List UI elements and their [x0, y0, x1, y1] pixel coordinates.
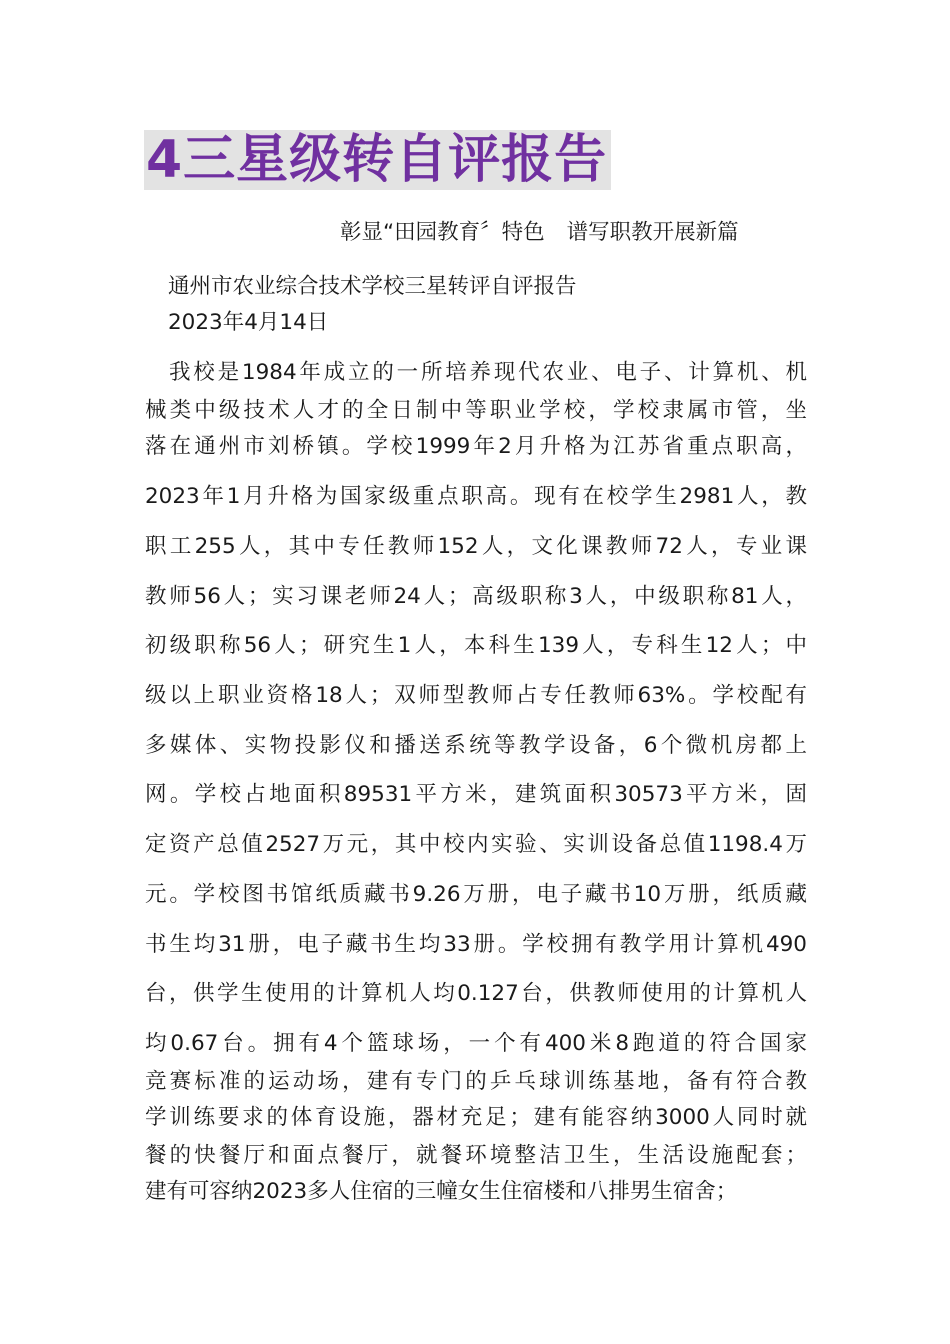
paragraph-line: 2023年1月升格为国家级重点职高。现有在校学生2981人，教: [145, 484, 807, 509]
paragraph-line: 元。学校图书馆纸质藏书9.26万册，电子藏书10万册，纸质藏: [145, 882, 807, 907]
paragraph-line: 我校是1984年成立的一所培养现代农业、电子、计算机、机: [169, 360, 807, 385]
page-title: 4三星级转自评报告: [144, 130, 611, 190]
paragraph-line: 台，供学生使用的计算机人均0.127台，供教师使用的计算机人: [145, 981, 807, 1006]
paragraph-line: 械类中级技术人才的全日制中等职业学校，学校隶属市管，坐: [145, 398, 807, 423]
paragraph-line: 竞赛标准的运动场，建有专门的乒乓球训练基地，备有符合教: [145, 1069, 807, 1094]
report-date: 2023年4月14日: [168, 310, 329, 335]
subtitle-part1: 彰显“田园教育〞特色: [340, 220, 545, 245]
paragraph-line: 初级职称56人；研究生1人，本科生139人，专科生12人；中: [145, 633, 807, 658]
paragraph-line: 餐的快餐厅和面点餐厅，就餐环境整洁卫生，生活设施配套；: [145, 1143, 807, 1168]
subtitle-part2: 谱写职教开展新篇: [566, 220, 739, 245]
paragraph-line: 书生均31册，电子藏书生均33册。学校拥有教学用计算机490: [145, 932, 807, 957]
paragraph-line: 职工255人，其中专任教师152人，文化课教师72人，专业课: [145, 534, 807, 559]
report-heading: 通州市农业综合技术学校三星转评自评报告: [168, 274, 577, 299]
paragraph-line: 建有可容纳2023多人住宿的三幢女生住宿楼和八排男生宿舍；: [145, 1179, 738, 1204]
subtitle: [340, 218, 739, 248]
paragraph-line: 教师56人；实习课老师24人；高级职称3人，中级职称81人，: [145, 584, 807, 609]
paragraph-line: 级以上职业资格18人；双师型教师占专任教师63%。学校配有: [145, 683, 807, 708]
paragraph-line: 网。学校占地面积89531平方米，建筑面积30573平方米，固: [145, 782, 807, 807]
paragraph-line: 多媒体、实物投影仪和播送系统等教学设备，6个微机房都上: [145, 733, 807, 758]
paragraph-line: 均0.67台。拥有4个篮球场，一个有400米8跑道的符合国家: [145, 1031, 807, 1056]
paragraph-line: 学训练要求的体育设施，器材充足；建有能容纳3000人同时就: [145, 1105, 807, 1130]
paragraph-line: 落在通州市刘桥镇。学校1999年2月升格为江苏省重点职高，: [145, 434, 807, 459]
paragraph-line: 定资产总值2527万元，其中校内实验、实训设备总值1198.4万: [145, 832, 807, 857]
